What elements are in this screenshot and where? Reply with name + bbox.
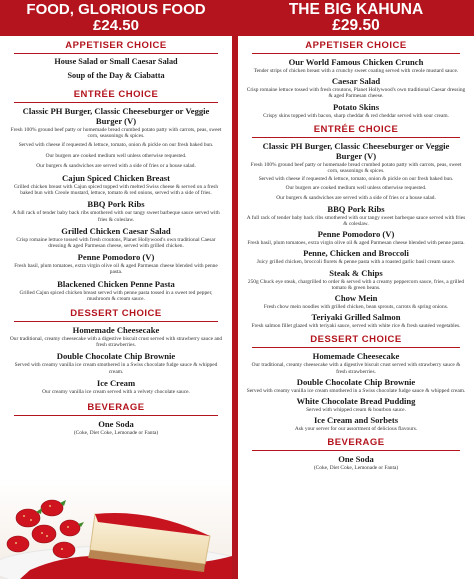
menu-note: Our burgers are cooked medium well unless otherwise requested. — [285, 185, 427, 192]
menu-item — [238, 312, 474, 329]
menu-note: Our burgers & sandwiches are served with a side of fries or a house salad. — [36, 162, 196, 169]
dessert-heading: DESSERT CHOICE — [70, 308, 162, 320]
item-description: Crispy skins topped with bacon, sharp cheddar & red cheddar served with sour cream. — [263, 112, 449, 119]
appetiser-item: Soup of the Day & Ciabatta — [67, 71, 165, 80]
item-description: Served with creamy vanilla ice cream smothered in a Swiss chocolate fudge sauce & whipped cream. — [14, 362, 218, 375]
menu-item — [238, 396, 474, 413]
item-description: Grilled Cajun spiced chicken breast served with penne pasta tossed in a sweet red pepper, mushroom & cream sauce. — [19, 289, 213, 302]
menu-item — [238, 454, 474, 471]
item-description: Served with creamy vanilla ice cream smothered in a Swiss chocolate fudge sauce & whipped cream. — [246, 387, 466, 394]
item-description: Tender strips of chicken breast with a crunchy sweet coating served with creole mustard sauce. — [253, 68, 459, 74]
item-name: Penne, Chicken and Broccoli — [303, 248, 409, 259]
menu-item — [238, 102, 474, 119]
item-name: Cajun Spiced Chicken Breast — [62, 173, 170, 184]
menu-item — [238, 204, 474, 227]
section-rule — [14, 415, 218, 416]
menu-item — [238, 57, 474, 74]
item-description: Fresh basil, plum tomatoes, extra virgin olive oil & aged Parmesan cheese blended with penne pasta. — [14, 263, 218, 276]
menu-item — [0, 419, 232, 436]
entree-heading: ENTRÉE CHOICE — [313, 123, 399, 135]
item-description: (Coke, Diet Coke, Lemonade or Fanta) — [313, 465, 399, 472]
cheesecake-photo — [0, 478, 232, 579]
beverage-heading: BEVERAGE — [327, 437, 385, 449]
item-name: Ice Cream and Sorbets — [313, 415, 399, 426]
menu-item — [238, 141, 474, 183]
menu-price: £24.50 — [93, 17, 139, 34]
item-description: Fresh chow mein noodles with grilled chicken, bean sprouts, carrots & spring onions. — [263, 304, 449, 311]
item-description: Fresh 100% ground beef patty or homemade bread crumbed potato patty with carrots, peas, sweet corn, seasonings & spices. — [10, 127, 222, 140]
menu-item — [0, 378, 232, 395]
menu-food-glorious-food — [0, 0, 232, 579]
menu-price: £29.50 — [332, 17, 380, 34]
dessert-heading: DESSERT CHOICE — [310, 334, 402, 346]
menu-note: Our burgers are cooked medium well unless otherwise requested. — [45, 152, 187, 159]
item-name: Double Chocolate Chip Brownie — [56, 351, 176, 362]
section-rule — [14, 53, 218, 54]
item-name: Steak & Chips — [329, 267, 383, 278]
menu-title: FOOD, GLORIOUS FOOD — [26, 1, 206, 18]
item-description: Fresh basil, plum tomatoes, extra virgin olive oil & aged Parmesan cheese blended with penne pasta. — [247, 240, 465, 247]
item-description: Crisp romaine lettuce tossed with fresh croutons, Planet Hollywood's own traditional Caesar dressing & aged Parmesan cheese. — [246, 87, 466, 100]
section-rule — [252, 53, 460, 54]
beverage-heading: BEVERAGE — [87, 402, 145, 414]
menu-item — [238, 351, 474, 374]
menu-item — [238, 293, 474, 310]
menu-item — [0, 252, 232, 275]
menu-title: THE BIG KAHUNA — [288, 1, 424, 18]
menu-item — [238, 415, 474, 432]
item-description: Served with cheese if requested & lettuce, tomato, onion & pickle on our fresh baked bun. — [258, 176, 454, 183]
item-name: Our World Famous Chicken Crunch — [288, 57, 424, 67]
menu-the-big-kahuna — [238, 0, 474, 579]
item-name: Caesar Salad — [331, 76, 381, 87]
menu-item — [0, 199, 232, 222]
item-description: Crisp romaine lettuce tossed with fresh croutons, Planet Hollywood's own traditional Caesar dressing & aged Parmesan cheese, served with grilled chicken. — [16, 236, 216, 250]
item-name: White Chocolate Bread Pudding — [296, 396, 416, 407]
item-description: Served with whipped cream & bourbon sauce. — [306, 407, 406, 414]
item-name: Homemade Cheesecake — [312, 351, 400, 362]
item-description: Fresh 100% ground beef patty or homemade bread crumbed potato patty with carrots, peas, sweet corn, seasonings & spices. — [250, 161, 462, 175]
entree-heading: ENTRÉE CHOICE — [73, 89, 159, 100]
item-description: Ask your server for our assortment of delicious flavours. — [294, 426, 418, 433]
item-name: One Soda — [98, 419, 134, 430]
item-description: Our traditional, creamy cheesecake with a digestive biscuit crust served with strawberry sauce & fresh strawberries. — [251, 362, 461, 375]
item-description: Juicy grilled chicken, broccoli florets & penne pasta with a roasted garlic basil cream sauce. — [256, 259, 456, 266]
item-description: A full rack of tender baby back ribs smothered with our tangy sweet barbeque sauce served with fries & coleslaw. — [12, 210, 220, 223]
section-rule — [252, 347, 460, 348]
section-rule — [252, 450, 460, 451]
item-name: Teriyaki Grilled Salmon — [311, 312, 401, 323]
appetiser-heading: APPETISER CHOICE — [305, 40, 407, 51]
item-description: A full rack of tender baby back ribs smothered with our tangy sweet barbeque sauce served with fries & coleslaw. — [246, 214, 466, 228]
menu-item — [0, 106, 232, 149]
section-rule — [14, 321, 218, 322]
appetiser-heading: APPETISER CHOICE — [65, 40, 167, 51]
menu-item — [238, 377, 474, 394]
menu-note: Our burgers & sandwiches are served with a side of fries or a house salad. — [276, 194, 436, 201]
item-description: Our traditional, creamy cheesecake with a digestive biscuit crust served with strawberry sauce and fresh strawberries. — [9, 336, 223, 349]
item-description: Fresh salmon fillet glazed with teriyaki sauce, served with white rice & fresh sautéed vegetables. — [251, 323, 461, 330]
section-rule — [252, 137, 460, 138]
item-name: Penne Pomodoro (V) — [317, 229, 395, 240]
item-description: 250g Chuck eye steak, chargrilled to order & served with a creamy peppercorn sauce, fries, a grilled tomato & green beans. — [247, 278, 465, 291]
item-name: Potato Skins — [332, 101, 380, 112]
menu-item — [0, 226, 232, 249]
item-name: Classic PH Burger, Classic Cheeseburger or Veggie Burger (V) — [22, 106, 210, 126]
item-description: Our creamy vanilla ice cream served with a velvety chocolate sauce. — [42, 388, 190, 395]
item-name: Ice Cream — [96, 377, 136, 388]
item-description: Served with cheese if requested & lettuce, tomato, onion & pickle on our fresh baked bun. — [18, 142, 214, 149]
item-name: One Soda — [338, 454, 374, 465]
menu-banner-left — [0, 0, 232, 36]
menu-item — [0, 325, 232, 348]
item-name: Penne Pomodoro (V) — [77, 252, 155, 263]
menu-item — [0, 173, 232, 196]
menu-banner-right — [238, 0, 474, 36]
item-name: Double Chocolate Chip Brownie — [296, 376, 416, 387]
item-name: BBQ Pork Ribs — [327, 203, 385, 214]
item-name: Blackened Chicken Penne Pasta — [57, 278, 175, 289]
item-name: Chow Mein — [334, 293, 378, 304]
menu-item — [0, 351, 232, 374]
menu-item — [238, 268, 474, 291]
item-name: Classic PH Burger, Classic Cheeseburger or Veggie Burger (V) — [262, 140, 450, 161]
item-description: Grilled chicken breast with Cajun spiced topped with melted Swiss cheese & served on a fresh baked bun with Creole mustard, lettuce, tomato & red onions, served with a side of fries. — [13, 184, 219, 197]
appetiser-item: House Salad or Small Caesar Salad — [54, 57, 178, 66]
item-name: Homemade Cheesecake — [72, 325, 160, 336]
item-name: Grilled Chicken Caesar Salad — [61, 225, 171, 236]
item-description: (Coke, Diet Coke, Lemonade or Fanta) — [73, 430, 159, 437]
menu-item — [238, 229, 474, 246]
menu-item — [238, 76, 474, 99]
section-rule — [14, 102, 218, 103]
menu-item — [238, 248, 474, 265]
item-name: BBQ Pork Ribs — [87, 199, 145, 210]
menu-item — [0, 279, 232, 302]
